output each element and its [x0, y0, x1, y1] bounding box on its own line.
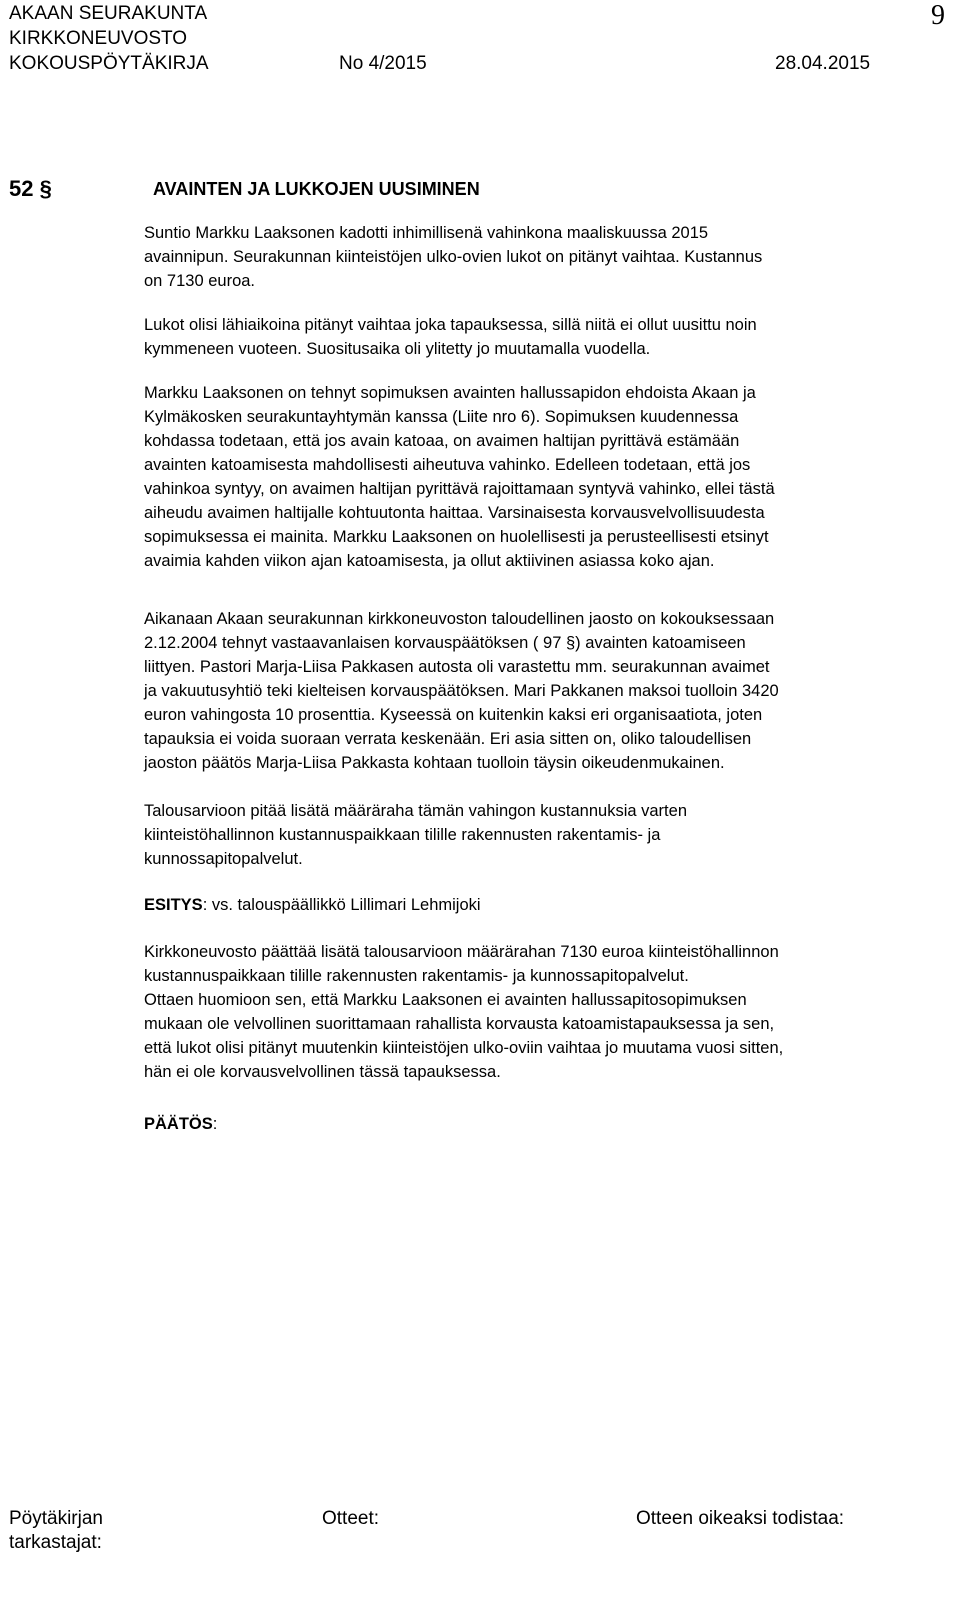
header-parish: AKAAN SEURAKUNTA [9, 3, 208, 24]
text-line: kiinteistöhallinnon kustannuspaikkaan tilille rakennusten rakentamis- ja [144, 826, 661, 844]
text-line: jaoston päätös Marja-Liisa Pakkasta kohtaan tuolloin täysin oikeudenmukainen. [144, 754, 725, 772]
text-line: ja vakuutusyhtiö teki kielteisen korvauspäätöksen. Mari Pakkanen maksoi tuolloin 3420 [144, 682, 779, 700]
footer-checkers-line1: Pöytäkirjan [9, 1508, 103, 1529]
text-line: Suntio Markku Laaksonen kadotti inhimillisenä vahinkona maaliskuussa 2015 [144, 224, 709, 242]
text-line: vahinkoa syntyy, on avaimen haltijan pyrittävä rajoittamaan syntyvä vahinko, ellei tästä [144, 480, 775, 498]
text-line: avaimia kahden viikon ajan katoamisesta, ja ollut aktiivinen asiassa koko ajan. [144, 552, 715, 570]
text-line: Ottaen huomioon sen, että Markku Laaksonen ei avainten hallussapitosopimuksen [144, 991, 747, 1009]
footer-checkers [9, 1507, 103, 1555]
text-line: Kirkkoneuvosto päättää lisätä talousarvioon määrärahan 7130 euroa kiinteistöhallinnon [144, 943, 779, 961]
paragraph-4 [144, 607, 944, 775]
paatos-line [144, 1112, 944, 1136]
section-title: AVAINTEN JA LUKKOJEN UUSIMINEN [153, 179, 480, 199]
text-line: kustannuspaikkaan tilille rakennusten rakentamis- ja kunnossapitopalvelut. [144, 967, 689, 985]
paatos-rest: : [212, 1115, 218, 1133]
paragraph-2 [144, 313, 944, 361]
text-line: Talousarvioon pitää lisätä määräraha tämän vahingon kustannuksia varten [144, 802, 687, 820]
paragraph-5 [144, 799, 944, 871]
text-line: Lukot olisi lähiaikoina pitänyt vaihtaa joka tapauksessa, sillä niitä ei ollut uusittu noin [144, 316, 757, 334]
footer-certified: Otteen oikeaksi todistaa: [636, 1508, 845, 1529]
header-doc-type: KOKOUSPÖYTÄKIRJA [9, 53, 209, 74]
header-council: KIRKKONEUVOSTO [9, 28, 188, 49]
esitys-label: ESITYS [144, 896, 203, 914]
text-line: mukaan ole velvollinen suorittamaan rahallista korvausta katoamistapauksessa ja sen, [144, 1015, 775, 1033]
esitys-line [144, 893, 944, 917]
text-line: kunnossapitopalvelut. [144, 850, 303, 868]
text-line: tapauksia ei voida suoraan verrata keskenään. Eri asia sitten on, oliko taloudellisen [144, 730, 752, 748]
text-line: kohdassa todetaan, että jos avain katoaa, on avaimen haltijan pyrittävä estämään [144, 432, 740, 450]
text-line: Aikanaan Akaan seurakunnan kirkkoneuvoston taloudellinen jaosto on kokouksessaan [144, 610, 775, 628]
section-number: 52 § [9, 176, 52, 201]
text-line: liittyen. Pastori Marja-Liisa Pakkasen autosta oli varastettu mm. seurakunnan avaimet [144, 658, 770, 676]
paragraph-6 [144, 940, 944, 1084]
text-line: Markku Laaksonen on tehnyt sopimuksen avainten hallussapidon ehdoista Akaan ja [144, 384, 756, 402]
text-line: Kylmäkosken seurakuntayhtymän kanssa (Liite nro 6). Sopimuksen kuudennessa [144, 408, 739, 426]
text-line: sopimuksessa ei mainita. Markku Laaksonen on huolellisesti ja perusteellisesti etsinyt [144, 528, 769, 546]
header-number: No 4/2015 [339, 53, 427, 74]
text-line: avainten katoamisesta mahdollisesti aiheutuva vahinko. Edelleen todetaan, että jos [144, 456, 751, 474]
paragraph-3 [144, 381, 944, 573]
text-line: euron vahingosta 10 prosenttia. Kyseessä on kuitenkin kaksi eri organisaatiota, joten [144, 706, 763, 724]
esitys-presenter: : vs. talouspäällikkö Lillimari Lehmijoki [202, 896, 481, 914]
page-number: 9 [931, 0, 945, 31]
paatos-label: PÄÄTÖS [144, 1115, 213, 1133]
text-line: on 7130 euroa. [144, 272, 256, 290]
footer-extracts: Otteet: [322, 1508, 380, 1529]
footer-checkers-line2: tarkastajat: [9, 1532, 102, 1553]
text-line: avainnipun. Seurakunnan kiinteistöjen ulko-ovien lukot on pitänyt vaihtaa. Kustannus [144, 248, 763, 266]
header-date: 28.04.2015 [775, 53, 871, 74]
text-line: että lukot olisi pitänyt muutenkin kiinteistöjen ulko-oviin vaihtaa jo muutama vuosi sitten, [144, 1039, 784, 1057]
text-line: aiheudu avaimen haltijalle kohtuutonta haittaa. Varsinaisesta korvausvelvollisuudesta [144, 504, 765, 522]
text-line: hän ei ole korvausvelvollinen tässä tapauksessa. [144, 1063, 501, 1081]
text-line: 2.12.2004 tehnyt vastaavanlaisen korvauspäätöksen ( 97 §) avainten katoamiseen [144, 634, 746, 652]
paragraph-1 [144, 221, 944, 293]
text-line: kymmeneen vuoteen. Suositusaika oli ylitetty jo muutamalla vuodella. [144, 340, 651, 358]
